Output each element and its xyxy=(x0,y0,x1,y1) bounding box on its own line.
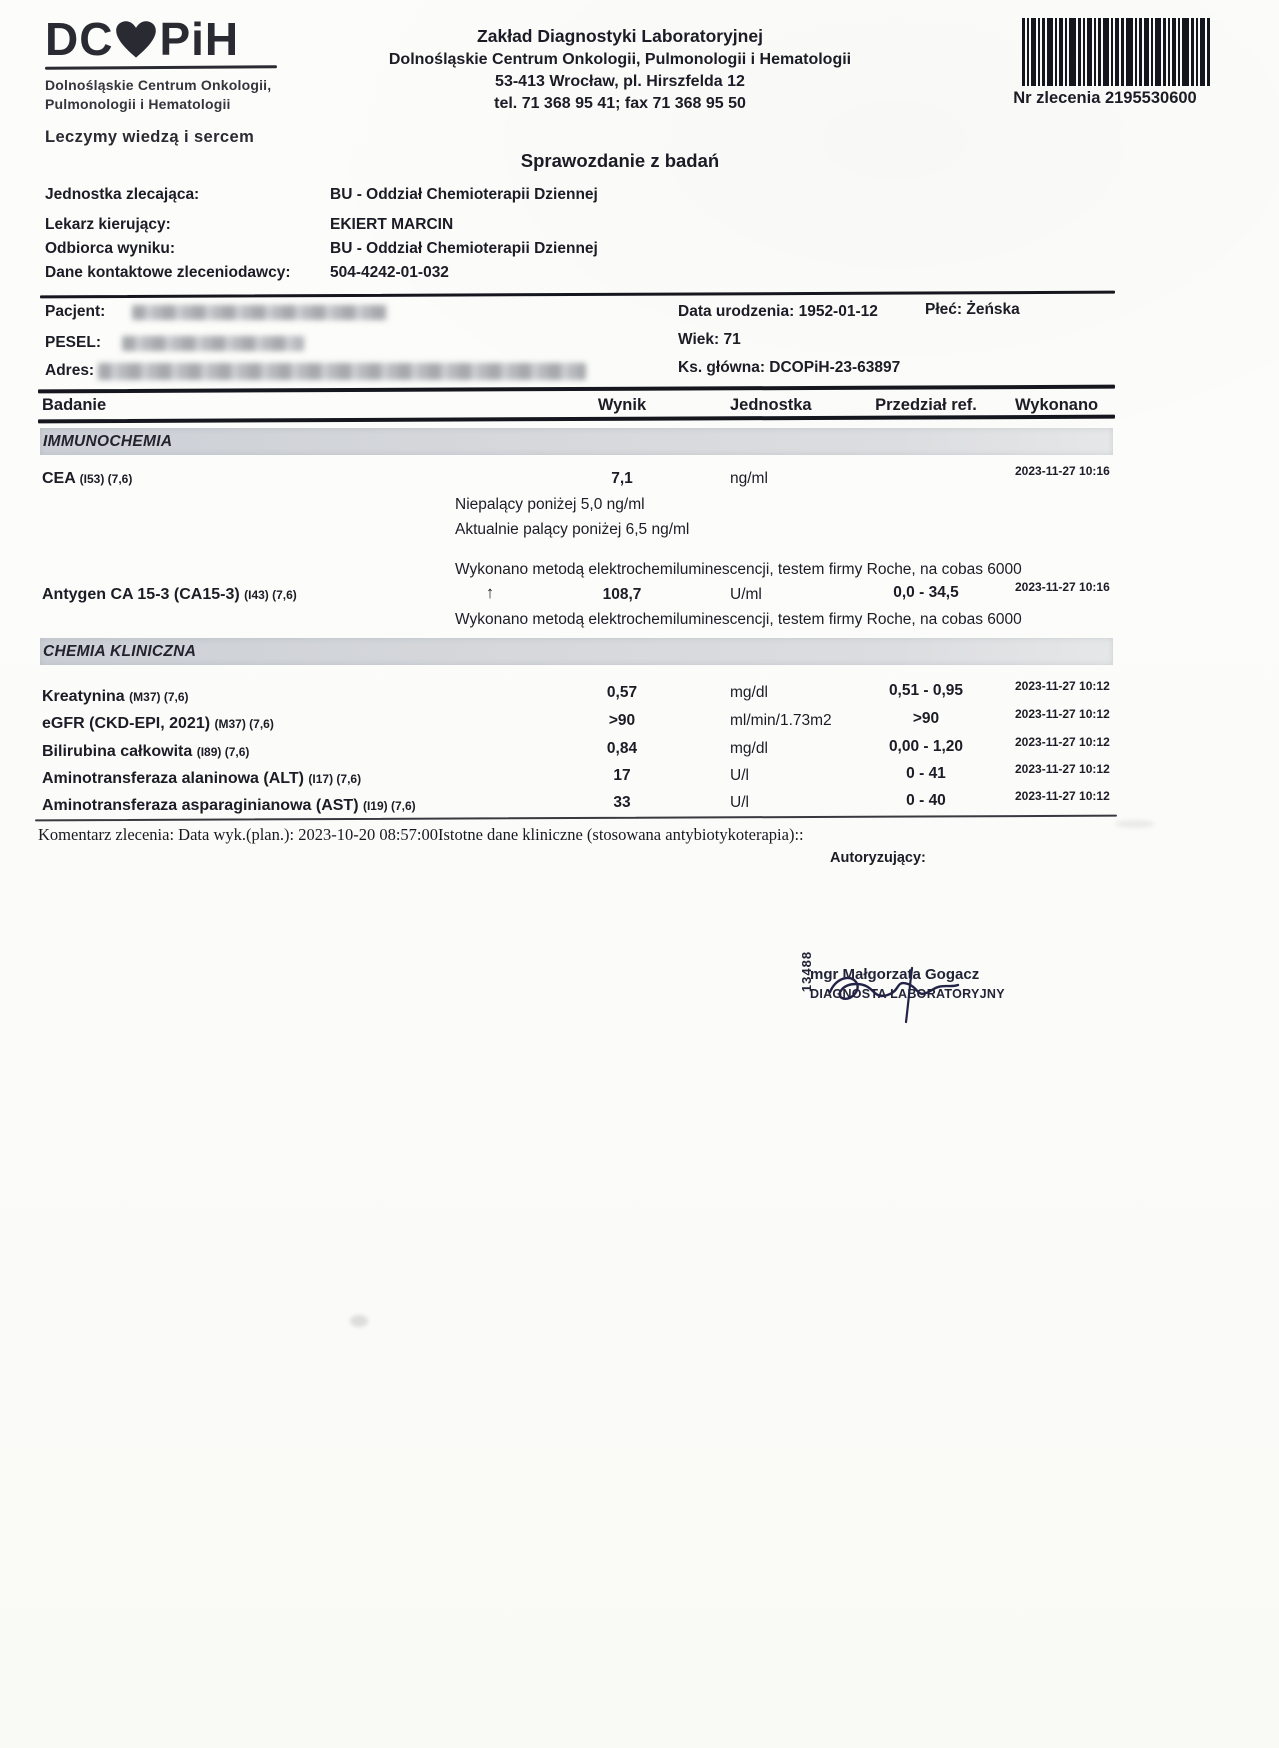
sex-value: Żeńska xyxy=(966,301,1020,318)
book-label: Ks. główna: xyxy=(678,359,765,376)
test-result: 0,84 xyxy=(606,740,638,757)
test-row-cea xyxy=(42,470,132,488)
test-unit: U/l xyxy=(730,767,749,784)
logo-subtitle xyxy=(45,76,277,114)
signature-icon xyxy=(816,950,1006,1030)
stamp-name: mgr Małgorzata Gogacz xyxy=(810,966,980,983)
test-name: eGFR (CKD-EPI, 2021) xyxy=(42,715,211,732)
col-header-unit: Jednostka xyxy=(730,396,812,414)
test-method: Wykonano metodą elektrochemiluminescencji, testem firmy Roche, na cobas 6000 xyxy=(455,611,1022,628)
test-codes: (I19) (7,6) xyxy=(362,799,416,813)
test-ref-range: 0,0 - 34,5 xyxy=(893,584,959,601)
test-ref-range: 0,51 - 0,95 xyxy=(888,682,964,699)
logo-text-suffix: PiH xyxy=(159,13,240,65)
col-header-performed: Wykonano xyxy=(1015,396,1099,414)
test-unit: mg/dl xyxy=(730,684,768,701)
heart-icon xyxy=(114,20,158,60)
patient-age xyxy=(678,331,741,349)
order-info-value: EKIERT MARCIN xyxy=(330,216,454,233)
patient-pesel-label: PESEL: xyxy=(45,334,101,351)
order-barcode-block xyxy=(1013,18,1214,108)
test-codes: (M37) (7,6) xyxy=(129,690,189,704)
patient-address-redacted xyxy=(98,363,586,380)
age-label: Wiek: xyxy=(678,331,720,348)
col-header-test: Badanie xyxy=(42,396,107,414)
age-value: 71 xyxy=(723,331,741,348)
divider xyxy=(38,415,1115,424)
test-unit: mg/dl xyxy=(730,740,768,757)
authorizer-stamp xyxy=(788,950,1048,1026)
test-ref-range: 0 - 40 xyxy=(906,792,946,809)
logo-subtitle-line2: Pulmonologii i Hematologii xyxy=(45,95,231,112)
test-name: Bilirubina całkowita xyxy=(42,743,193,760)
test-name: Antygen CA 15-3 (CA15-3) xyxy=(42,586,240,603)
section-band-chemia-kliniczna xyxy=(40,638,1113,665)
test-result: 108,7 xyxy=(602,586,642,603)
scan-smudge xyxy=(1115,820,1155,828)
patient-pesel-redacted xyxy=(122,336,304,351)
scan-smudge xyxy=(350,1315,368,1327)
high-flag-arrow-icon: ↑ xyxy=(485,583,495,602)
section-title: IMMUNOCHEMIA xyxy=(43,432,173,450)
logo xyxy=(45,13,277,65)
test-unit: U/l xyxy=(730,794,749,811)
test-result: 33 xyxy=(613,794,631,811)
test-codes: (I89) (7,6) xyxy=(196,745,250,759)
patient-birthdate xyxy=(678,303,878,321)
test-ref-range: 0,00 - 1,20 xyxy=(888,738,964,755)
test-performed: 2023-11-27 10:12 xyxy=(1015,789,1110,803)
patient-sex xyxy=(925,301,1020,319)
patient-name-redacted xyxy=(132,305,387,320)
test-name: CEA xyxy=(42,470,76,487)
test-name: Aminotransferaza asparaginianowa (AST) xyxy=(42,797,359,814)
test-codes: (I53) (7,6) xyxy=(79,472,133,486)
test-performed: 2023-11-27 10:12 xyxy=(1015,762,1110,776)
test-codes: (I17) (7,6) xyxy=(308,772,362,786)
patient-book xyxy=(678,359,900,377)
test-result: 0,57 xyxy=(606,684,638,701)
test-note: Aktualnie palący poniżej 6,5 ng/ml xyxy=(455,521,690,538)
test-performed: 2023-11-27 10:12 xyxy=(1015,707,1110,721)
section-title: CHEMIA KLINICZNA xyxy=(43,642,197,660)
logo-subtitle-line1: Dolnośląskie Centrum Onkologii, xyxy=(45,77,272,93)
col-header-result: Wynik xyxy=(597,396,647,414)
test-performed: 2023-11-27 10:12 xyxy=(1015,735,1110,749)
logo-divider xyxy=(45,65,277,70)
logo-text-prefix: DC xyxy=(45,13,114,65)
test-row-egfr xyxy=(42,715,274,733)
lab-department: Zakład Diagnostyki Laboratoryjnej xyxy=(477,26,763,46)
authorizer-label: Autoryzujący: xyxy=(830,850,926,866)
order-info-label: Dane kontaktowe zleceniodawcy: xyxy=(45,264,291,281)
test-codes: (M37) (7,6) xyxy=(214,717,274,731)
order-info-label: Lekarz kierujący: xyxy=(45,216,171,233)
lab-header xyxy=(340,26,900,113)
test-result: 7,1 xyxy=(611,470,633,487)
logo-block xyxy=(45,13,277,147)
test-unit: U/ml xyxy=(730,586,762,603)
book-value: DCOPiH-23-63897 xyxy=(769,359,901,376)
test-name: Kreatynina xyxy=(42,688,125,705)
test-row-ca15-3 xyxy=(42,586,297,604)
logo-motto: Leczymy wiedzą i sercem xyxy=(45,127,255,146)
order-info-value: 504-4242-01-032 xyxy=(330,264,449,281)
test-ref-range: >90 xyxy=(912,710,940,727)
birthdate-label: Data urodzenia: xyxy=(678,303,795,320)
test-unit: ng/ml xyxy=(730,470,768,487)
test-performed: 2023-11-27 10:16 xyxy=(1015,580,1110,594)
test-performed: 2023-11-27 10:12 xyxy=(1015,679,1110,693)
order-number: Nr zlecenia 2195530600 xyxy=(1013,89,1197,107)
order-info-label: Odbiorca wyniku: xyxy=(45,240,176,257)
birthdate-value: 1952-01-12 xyxy=(798,303,878,320)
test-result: >90 xyxy=(608,712,636,729)
divider xyxy=(40,291,1115,299)
order-comment: Komentarz zlecenia: Data wyk.(plan.): 2023-10-20 08:57:00Istotne dane kliniczne (stosowana antybiotykoterapia):: xyxy=(38,825,804,844)
lab-institution: Dolnośląskie Centrum Onkologii, Pulmonologii i Hematologii xyxy=(388,51,852,68)
lab-phone: tel. 71 368 95 41; fax 71 368 95 50 xyxy=(494,95,746,112)
test-codes: (I43) (7,6) xyxy=(244,588,297,602)
test-row-bilirubina xyxy=(42,743,249,761)
stamp-number: 13488 xyxy=(799,950,815,993)
col-header-ref: Przedział ref. xyxy=(875,396,977,414)
test-note: Niepalący poniżej 5,0 ng/ml xyxy=(455,496,645,513)
test-unit: ml/min/1.73m2 xyxy=(730,712,832,729)
lab-address: 53-413 Wrocław, pl. Hirszfelda 12 xyxy=(495,73,745,90)
patient-name-label: Pacjent: xyxy=(45,303,106,320)
order-info-value: BU - Oddział Chemioterapii Dziennej xyxy=(330,240,598,257)
section-band-immunochemia xyxy=(40,428,1113,455)
test-method: Wykonano metodą elektrochemiluminescencji, testem firmy Roche, na cobas 6000 xyxy=(455,561,1022,578)
sex-label: Płeć: xyxy=(925,301,963,318)
test-performed: 2023-11-27 10:16 xyxy=(1015,464,1110,478)
test-row-kreatynina xyxy=(42,688,189,706)
report-title: Sprawozdanie z badań xyxy=(520,150,720,171)
barcode-icon xyxy=(1022,18,1210,86)
divider xyxy=(35,815,1117,822)
patient-address-label: Adres: xyxy=(45,362,95,379)
test-result: 17 xyxy=(613,767,631,784)
test-row-ast xyxy=(42,797,416,815)
test-name: Aminotransferaza alaninowa (ALT) xyxy=(42,770,304,787)
test-row-alt xyxy=(42,770,361,788)
test-ref-range: 0 - 41 xyxy=(906,765,946,782)
stamp-title: DIAGNOSTA LABORATORYJNY xyxy=(810,987,1005,1001)
order-info-label: Jednostka zlecająca: xyxy=(45,186,200,203)
divider xyxy=(38,385,1115,394)
order-info-value: BU - Oddział Chemioterapii Dziennej xyxy=(330,186,598,203)
